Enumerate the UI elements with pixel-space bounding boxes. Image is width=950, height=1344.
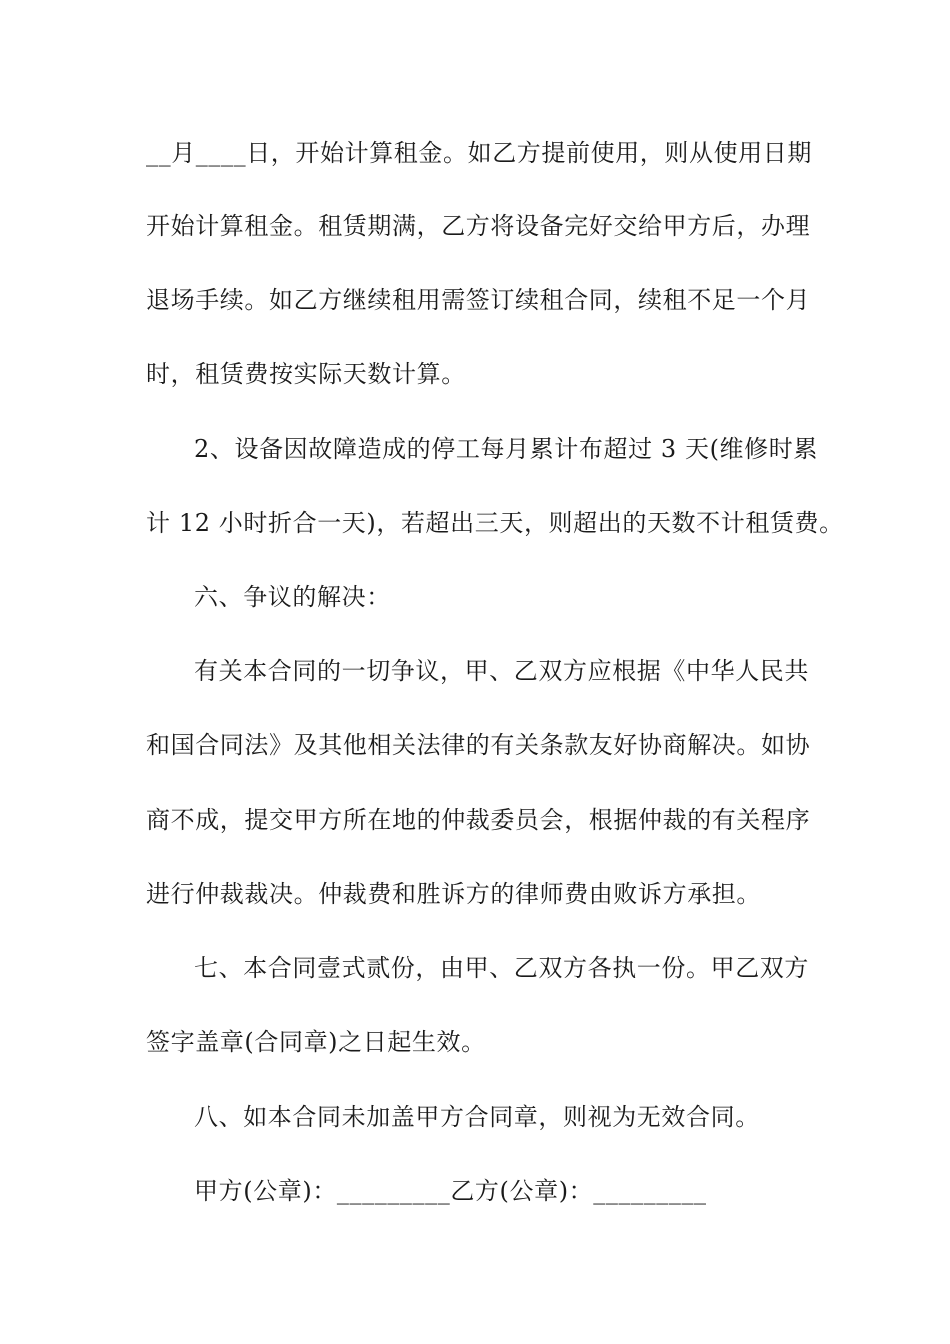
text-line: __月____日，开始计算租金。如乙方提前使用，则从使用日期: [146, 139, 812, 167]
text-line: 2、设备因故障造成的停工每月累计布超过 3 天(维修时累: [194, 435, 818, 463]
text-line: 七、本合同壹式贰份，由甲、乙双方各执一份。甲乙双方: [194, 954, 809, 982]
section-heading: 六、争议的解决：: [194, 583, 391, 611]
text-line: 退场手续。如乙方继续租用需签订续租合同，续租不足一个月: [146, 286, 811, 314]
text-line: 开始计算租金。租赁期满，乙方将设备完好交给甲方后，办理: [146, 212, 811, 240]
text-line: 签字盖章(合同章)之日起生效。: [146, 1028, 486, 1056]
signature-line: 甲方(公章)：_________乙方(公章)：_________: [194, 1177, 707, 1205]
text-line: 进行仲裁裁决。仲裁费和胜诉方的律师费由败诉方承担。: [146, 880, 761, 908]
text-line: 商不成，提交甲方所在地的仲裁委员会，根据仲裁的有关程序: [146, 806, 811, 834]
text-line: 有关本合同的一切争议，甲、乙双方应根据《中华人民共: [194, 657, 809, 685]
text-line: 计 12 小时折合一天)，若超出三天，则超出的天数不计租赁费。: [146, 509, 844, 537]
text-line: 时，租赁费按实际天数计算。: [146, 360, 466, 388]
text-line: 八、如本合同未加盖甲方合同章，则视为无效合同。: [194, 1103, 760, 1131]
text-line: 和国合同法》及其他相关法律的有关条款友好协商解决。如协: [146, 731, 811, 759]
